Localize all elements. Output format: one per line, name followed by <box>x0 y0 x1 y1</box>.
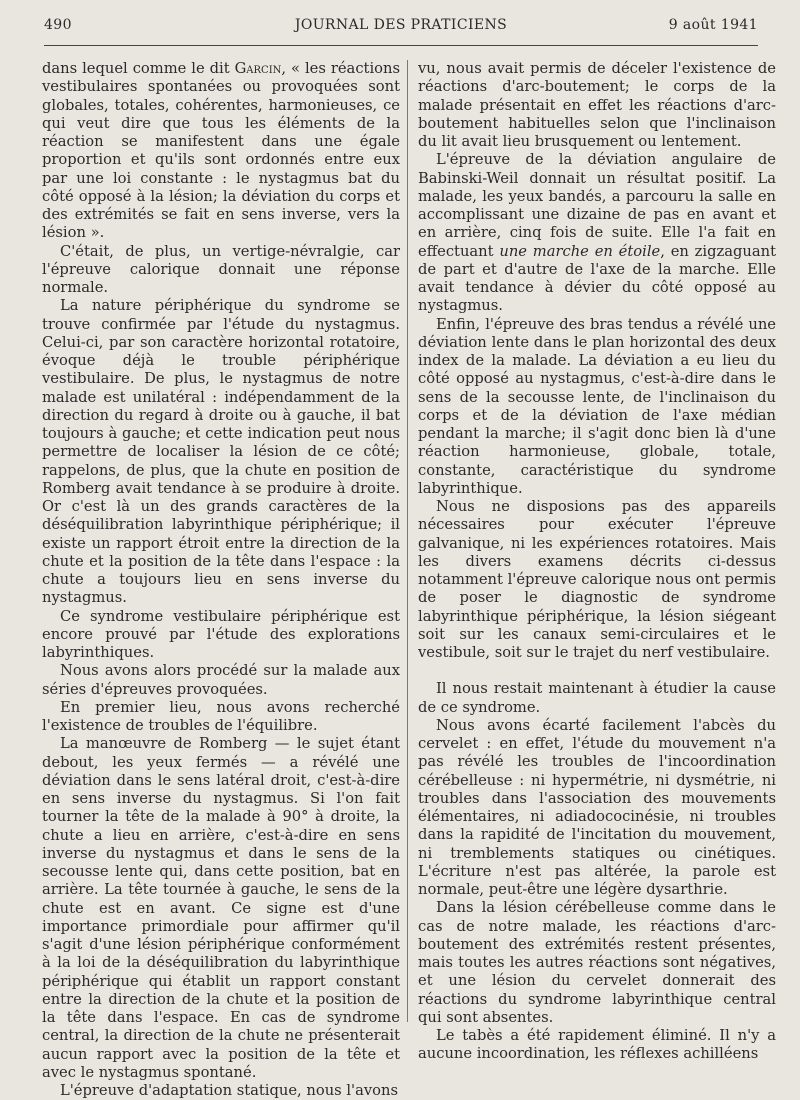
paragraph: Dans la lésion cérébelleuse comme dans le cas de notre malade, les réactions d'arc-boutement des extrémités restent présentes, mais toutes les autres réactions sont négatives, et une lésion du cervelet donnerait des réactions du syndrome labyrinthique central qui sont absentes. <box>418 899 776 1026</box>
left-column <box>42 60 400 1100</box>
column-divider <box>407 60 408 1022</box>
text-run: L'épreuve de la déviation angulaire de Babinski-Weil donnait un résultat positif. La malade, les yeux bandés, a parcouru la salle en accomplissant une dizaine de pas en avant et en arrière, cinq fois de suite. Elle l'a fait en effectuant <box>418 151 776 260</box>
text-run: dans lequel comme le dit <box>42 60 235 77</box>
header-rule <box>44 45 758 46</box>
text-run: , « les réactions vestibulaires spontanées ou provoquées sont globales, totales, cohérentes, harmonieuses, ce qui veut dire que tous les éléments de la réaction se manifestent dans une égale proportion et qu'ils sont ordonnés entre eux par une loi constante : le nystagmus bat du côté opposé à la lésion; la déviation du corps et des extrémités se fait en sens inverse, vers la lésion ». <box>42 60 400 242</box>
paragraph: Nous ne disposions pas des appareils nécessaires pour exécuter l'épreuve galvanique, ni les expériences rotatoires. Mais les divers examens décrits ci-dessus notamment l'épreuve calorique nous ont permis de poser le diagnostic de syndrome labyrinthique périphérique, la lésion siégeant soit sur les canaux semi-circulaires et le vestibule, soit sur le trajet du nerf vestibulaire. <box>418 498 776 661</box>
paragraph: Enfin, l'épreuve des bras tendus a révélé une déviation lente dans le plan horizontal des deux index de la malade. La déviation a eu lieu du côté opposé au nystagmus, c'est-à-dire dans le sens de la secousse lente, de l'inclinaison du corps et de la déviation de l'axe médian pendant la marche; il s'agit donc bien là d'une réaction harmonieuse, globale, totale, constante, caractéristique du syndrome labyrinthique. <box>418 315 776 497</box>
paragraph <box>42 60 400 243</box>
text-run: , en zigzaguant de part et d'autre de l'axe de la marche. Elle avait tendance à dévier du côté opposé au nystagmus. <box>418 242 776 315</box>
paragraph: vu, nous avait permis de déceler l'existence de réactions d'arc-boutement; le corps de la malade présentait en effet les réactions d'arc-boutement habituelles selon que l'inclinaison du lit avait lieu brusquement ou lentement. <box>418 60 776 150</box>
issue-date: 9 août 1941 <box>668 17 758 33</box>
paragraph: Il nous restait maintenant à étudier la cause de ce syndrome. <box>418 680 776 716</box>
paragraph: Ce syndrome vestibulaire périphérique est encore prouvé par l'étude des explorations labyrinthiques. <box>42 607 400 661</box>
page-header <box>44 17 758 41</box>
paragraph: La manœuvre de Romberg — le sujet étant debout, les yeux fermés — a révélé une déviation dans le sens latéral droit, c'est-à-dire en sens inverse du nystagmus. Si l'on fait tourner la tête de la malade à 90° à droite, la chute a lieu en arrière, c'est-à-dire en sens inverse du nystagmus et dans le sens de la secousse lente qui, dans cette position, bat en arrière. La tête tournée à gauche, le sens de la chute est en avant. Ce signe est d'une importance primordiale pour affirmer qu'il s'agit d'une lésion périphérique conformément à la loi de la déséquilibration du labyrinthique périphérique qui établit un rapport constant entre la direction de la chute et la position de la tête dans l'espace. En cas de syndrome central, la direction de la chute ne présenterait aucun rapport avec la position de la tête et avec le nystagmus spontané. <box>42 735 400 1081</box>
paragraph: Nous avons écarté facilement l'abcès du cervelet : en effet, l'étude du mouvement n'a pas révélé les troubles de l'incoordination cérébelleuse : ni hypermétrie, ni dysmétrie, ni troubles dans l'association des mouvements élémentaires, ni adiadococinésie, ni troubles dans la rapidité de l'incitation du mouvement, ni tremblements statiques ou cinétiques. L'écriture n'est pas altérée, la parole est normale, peut-être une légère dysarthrie. <box>418 716 776 898</box>
author-name: Garcin <box>234 60 282 77</box>
paragraph: C'était, de plus, un vertige-névralgie, car l'épreuve calorique donnait une réponse normale. <box>42 242 400 296</box>
emphasis: une marche en étoile <box>499 242 661 260</box>
paragraph: Le tabès a été rapidement éliminé. Il n'y a aucune incoordination, les réflexes achilléens <box>418 1027 776 1063</box>
paragraph: La nature périphérique du syndrome se trouve confirmée par l'étude du nystagmus. Celui-ci, par son caractère horizontal rotatoire, évoque déjà le trouble périphérique vestibulaire. De plus, le nystagmus de notre malade est unilatéral : indépendamment de la direction du regard à droite ou à gauche, il bat toujours à gauche; et cette indication peut nous permettre de localiser la lésion de ce côté; rappelons, de plus, que la chute en position de Romberg avait tendance à se produire à droite. Or c'est là un des grands caractères de la déséquilibration labyrinthique périphérique; il existe un rapport étroit entre la direction de la chute et la position de la tête dans l'espace : la chute a toujours lieu en sens inverse du nystagmus. <box>42 297 400 607</box>
paragraph: En premier lieu, nous avons recherché l'existence de troubles de l'équilibre. <box>42 698 400 734</box>
journal-title: JOURNAL DES PRATICIENS <box>294 17 508 33</box>
right-column <box>418 60 776 1064</box>
paragraph: L'épreuve d'adaptation statique, nous l'avons <box>60 1082 398 1099</box>
paragraph: Nous avons alors procédé sur la malade aux séries d'épreuves provoquées. <box>42 662 400 698</box>
page-number: 490 <box>44 17 72 33</box>
paragraph <box>418 151 776 315</box>
